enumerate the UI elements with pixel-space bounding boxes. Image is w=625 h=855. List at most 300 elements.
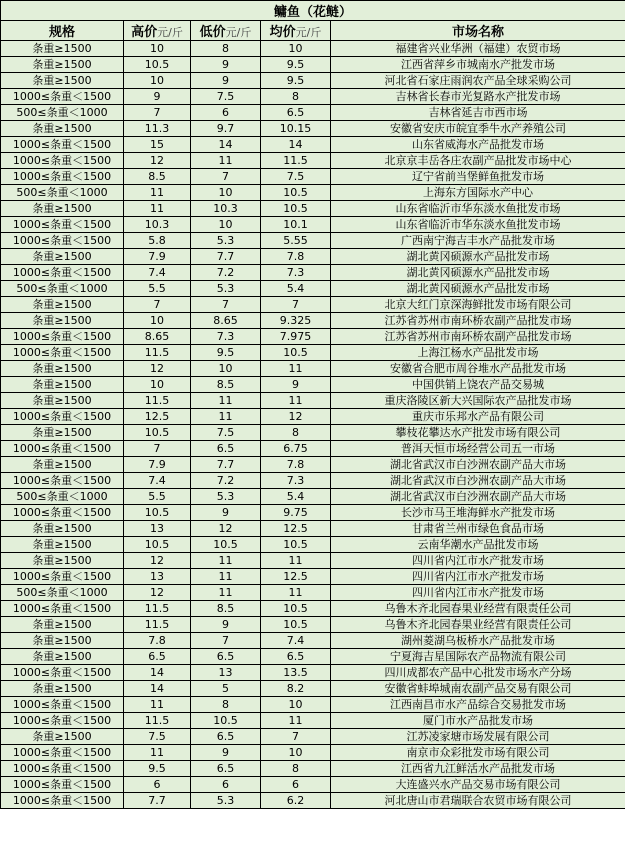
cell-spec: 500≤条重＜1000 (1, 585, 124, 601)
cell-high: 13 (124, 569, 191, 585)
cell-high: 11 (124, 697, 191, 713)
cell-avg: 10.5 (261, 537, 331, 553)
cell-avg: 11 (261, 393, 331, 409)
table-row (1, 457, 625, 473)
cell-low: 12 (191, 521, 261, 537)
cell-high: 10 (124, 313, 191, 329)
cell-avg: 6.75 (261, 441, 331, 457)
header-high (124, 21, 191, 41)
cell-low: 7.5 (191, 89, 261, 105)
cell-avg: 7.8 (261, 457, 331, 473)
table-row (1, 505, 625, 521)
cell-market: 湖北省武汉市白沙洲农副产品大市场 (331, 473, 625, 489)
cell-market: 山东省临沂市华东淡水鱼批发市场 (331, 201, 625, 217)
cell-spec: 条重≥1500 (1, 633, 124, 649)
cell-spec: 1000≤条重＜1500 (1, 153, 124, 169)
cell-low: 5 (191, 681, 261, 697)
cell-avg: 9 (261, 377, 331, 393)
cell-high: 8.5 (124, 169, 191, 185)
table-row (1, 185, 625, 201)
cell-market: 江苏省苏州市南环桥农副产品批发市场 (331, 329, 625, 345)
cell-low: 7.7 (191, 249, 261, 265)
cell-spec: 1000≤条重＜1500 (1, 409, 124, 425)
header-low (191, 21, 261, 41)
cell-market: 吉林省长春市光复路水产批发市场 (331, 89, 625, 105)
cell-low: 6.5 (191, 649, 261, 665)
cell-spec: 条重≥1500 (1, 201, 124, 217)
cell-spec: 条重≥1500 (1, 681, 124, 697)
cell-low: 7.3 (191, 329, 261, 345)
cell-low: 9 (191, 73, 261, 89)
cell-market: 四川成都农产品中心批发市场水产分场 (331, 665, 625, 681)
table-row (1, 713, 625, 729)
cell-spec: 条重≥1500 (1, 361, 124, 377)
cell-avg: 11 (261, 713, 331, 729)
cell-low: 5.3 (191, 489, 261, 505)
cell-market: 河北唐山市君瑞联合农贸市场有限公司 (331, 793, 625, 809)
cell-low: 8.5 (191, 377, 261, 393)
cell-market: 上海江杨水产品批发市场 (331, 345, 625, 361)
table-row (1, 201, 625, 217)
table-row (1, 121, 625, 137)
title-row (1, 1, 625, 21)
table-row (1, 409, 625, 425)
cell-market: 河北省石家庄雨润农产品全球采购公司 (331, 73, 625, 89)
header-market (331, 21, 625, 41)
table-row (1, 569, 625, 585)
table-row (1, 489, 625, 505)
cell-high: 14 (124, 681, 191, 697)
cell-market: 大连盛兴水产品交易市场有限公司 (331, 777, 625, 793)
cell-high: 12.5 (124, 409, 191, 425)
cell-spec: 条重≥1500 (1, 377, 124, 393)
cell-spec: 1000≤条重＜1500 (1, 745, 124, 761)
cell-avg: 6.5 (261, 105, 331, 121)
cell-market: 江西省萍乡市城南水产批发市场 (331, 57, 625, 73)
table-row (1, 345, 625, 361)
cell-avg: 7.975 (261, 329, 331, 345)
cell-market: 重庆市乐邦水产品有限公司 (331, 409, 625, 425)
cell-spec: 500≤条重＜1000 (1, 281, 124, 297)
cell-avg: 14 (261, 137, 331, 153)
cell-high: 9.5 (124, 761, 191, 777)
cell-high: 11.5 (124, 393, 191, 409)
cell-high: 7 (124, 105, 191, 121)
cell-spec: 条重≥1500 (1, 121, 124, 137)
cell-market: 广西南宁海吉丰水产品批发市场 (331, 233, 625, 249)
cell-market: 乌鲁木齐北园春果业经营有限责任公司 (331, 601, 625, 617)
cell-market: 北京京丰岳各庄农副产品批发市场中心 (331, 153, 625, 169)
cell-high: 11.5 (124, 601, 191, 617)
cell-spec: 1000≤条重＜1500 (1, 89, 124, 105)
table-row (1, 41, 625, 57)
cell-high: 5.8 (124, 233, 191, 249)
cell-high: 6.5 (124, 649, 191, 665)
cell-market: 长沙市马王堆海鲜水产批发市场 (331, 505, 625, 521)
table-row (1, 361, 625, 377)
cell-avg: 10.15 (261, 121, 331, 137)
cell-avg: 6.2 (261, 793, 331, 809)
cell-high: 10.3 (124, 217, 191, 233)
cell-market: 湖北黄冈硕源水产品批发市场 (331, 281, 625, 297)
cell-market: 中国供销上饶农产品交易城 (331, 377, 625, 393)
table-row (1, 73, 625, 89)
cell-avg: 9.5 (261, 57, 331, 73)
cell-market: 福建省兴业华洲（福建）农贸市场 (331, 41, 625, 57)
cell-high: 8.65 (124, 329, 191, 345)
table-row (1, 617, 625, 633)
cell-spec: 条重≥1500 (1, 537, 124, 553)
cell-spec: 1000≤条重＜1500 (1, 697, 124, 713)
cell-spec: 1000≤条重＜1500 (1, 233, 124, 249)
cell-spec: 1000≤条重＜1500 (1, 665, 124, 681)
table-row (1, 169, 625, 185)
cell-low: 10.5 (191, 713, 261, 729)
cell-low: 10 (191, 361, 261, 377)
table-row (1, 393, 625, 409)
header-low-unit: 元/斤 (225, 26, 252, 39)
cell-avg: 10 (261, 745, 331, 761)
cell-market: 重庆洛陵区新大兴国际农产品批发市场 (331, 393, 625, 409)
cell-low: 9 (191, 745, 261, 761)
table-row (1, 265, 625, 281)
cell-avg: 5.4 (261, 281, 331, 297)
cell-market: 四川省内江市水产批发市场 (331, 569, 625, 585)
cell-spec: 条重≥1500 (1, 425, 124, 441)
cell-low: 7.5 (191, 425, 261, 441)
table-row (1, 57, 625, 73)
table-row (1, 473, 625, 489)
cell-avg: 10.1 (261, 217, 331, 233)
cell-market: 江苏省苏州市南环桥农副产品批发市场 (331, 313, 625, 329)
cell-avg: 11.5 (261, 153, 331, 169)
cell-spec: 500≤条重＜1000 (1, 489, 124, 505)
cell-low: 6 (191, 777, 261, 793)
cell-spec: 500≤条重＜1000 (1, 185, 124, 201)
cell-market: 乌鲁木齐北园春果业经营有限责任公司 (331, 617, 625, 633)
cell-high: 5.5 (124, 489, 191, 505)
table-row (1, 521, 625, 537)
cell-avg: 11 (261, 553, 331, 569)
cell-high: 11.5 (124, 345, 191, 361)
table-row (1, 601, 625, 617)
cell-market: 山东省临沂市华东淡水鱼批发市场 (331, 217, 625, 233)
cell-high: 10 (124, 377, 191, 393)
cell-spec: 1000≤条重＜1500 (1, 329, 124, 345)
cell-market: 江西南昌市水产品综合交易批发市场 (331, 697, 625, 713)
cell-low: 11 (191, 569, 261, 585)
cell-high: 12 (124, 153, 191, 169)
cell-avg: 12.5 (261, 569, 331, 585)
cell-market: 北京大红门京深海鲜批发市场有限公司 (331, 297, 625, 313)
cell-low: 10 (191, 185, 261, 201)
cell-low: 5.3 (191, 281, 261, 297)
cell-low: 9 (191, 505, 261, 521)
cell-high: 14 (124, 665, 191, 681)
cell-high: 15 (124, 137, 191, 153)
cell-low: 8.65 (191, 313, 261, 329)
table-body (1, 41, 625, 809)
cell-avg: 10.5 (261, 617, 331, 633)
cell-high: 7.9 (124, 457, 191, 473)
cell-high: 12 (124, 585, 191, 601)
header-avg-unit: 元/斤 (295, 26, 322, 39)
cell-market: 宁夏海吉星国际农产品物流有限公司 (331, 649, 625, 665)
cell-spec: 1000≤条重＜1500 (1, 761, 124, 777)
table-row (1, 441, 625, 457)
table-row (1, 777, 625, 793)
cell-high: 10.5 (124, 425, 191, 441)
cell-high: 11 (124, 201, 191, 217)
table-row (1, 665, 625, 681)
table-row (1, 233, 625, 249)
table-row (1, 249, 625, 265)
cell-spec: 条重≥1500 (1, 249, 124, 265)
cell-market: 安徽省合肥市周谷堆水产品批发市场 (331, 361, 625, 377)
cell-spec: 1000≤条重＜1500 (1, 265, 124, 281)
cell-avg: 10 (261, 697, 331, 713)
cell-avg: 12 (261, 409, 331, 425)
cell-low: 10.3 (191, 201, 261, 217)
table-row (1, 649, 625, 665)
cell-market: 湖北省武汉市白沙洲农副产品大市场 (331, 457, 625, 473)
cell-spec: 条重≥1500 (1, 313, 124, 329)
cell-high: 7.7 (124, 793, 191, 809)
table-row (1, 313, 625, 329)
cell-market: 江苏凌家塘市场发展有限公司 (331, 729, 625, 745)
cell-high: 12 (124, 361, 191, 377)
cell-market: 南京市众彩批发市场有限公司 (331, 745, 625, 761)
cell-high: 11 (124, 745, 191, 761)
cell-low: 6.5 (191, 441, 261, 457)
cell-spec: 1000≤条重＜1500 (1, 601, 124, 617)
header-row (1, 21, 625, 41)
cell-spec: 条重≥1500 (1, 57, 124, 73)
cell-avg: 7.5 (261, 169, 331, 185)
cell-high: 10.5 (124, 57, 191, 73)
cell-spec: 1000≤条重＜1500 (1, 137, 124, 153)
cell-low: 9.5 (191, 345, 261, 361)
header-spec (1, 21, 124, 41)
table-row (1, 217, 625, 233)
cell-avg: 7.3 (261, 265, 331, 281)
table-row (1, 553, 625, 569)
cell-market: 湖州菱湖乌板桥水产品批发市场 (331, 633, 625, 649)
cell-market: 辽宁省前当堡鲜鱼批发市场 (331, 169, 625, 185)
cell-avg: 11 (261, 585, 331, 601)
cell-high: 10 (124, 73, 191, 89)
cell-market: 江西省九江鲜活水产品批发市场 (331, 761, 625, 777)
cell-low: 11 (191, 393, 261, 409)
cell-market: 安徽省安庆市皖宜季牛水产养殖公司 (331, 121, 625, 137)
cell-market: 四川省内江市水产批发市场 (331, 553, 625, 569)
cell-market: 普洱天恒市场经营公司五一市场 (331, 441, 625, 457)
cell-low: 11 (191, 153, 261, 169)
header-avg-label: 均价 (269, 25, 296, 40)
header-market-label: 市场名称 (452, 25, 505, 40)
cell-avg: 13.5 (261, 665, 331, 681)
table-row (1, 297, 625, 313)
table-row (1, 537, 625, 553)
cell-market: 云南华潮水产品批发市场 (331, 537, 625, 553)
header-high-label: 高价 (131, 25, 158, 40)
cell-low: 11 (191, 409, 261, 425)
cell-low: 6.5 (191, 761, 261, 777)
cell-high: 10.5 (124, 505, 191, 521)
cell-avg: 6.5 (261, 649, 331, 665)
table-row (1, 761, 625, 777)
cell-market: 厦门市水产品批发市场 (331, 713, 625, 729)
cell-low: 11 (191, 585, 261, 601)
cell-low: 7 (191, 297, 261, 313)
cell-low: 10.5 (191, 537, 261, 553)
cell-low: 10 (191, 217, 261, 233)
table-row (1, 137, 625, 153)
cell-spec: 条重≥1500 (1, 41, 124, 57)
cell-high: 11 (124, 185, 191, 201)
cell-high: 12 (124, 553, 191, 569)
header-low-label: 低价 (199, 25, 226, 40)
table-row (1, 729, 625, 745)
cell-low: 11 (191, 553, 261, 569)
cell-avg: 12.5 (261, 521, 331, 537)
cell-avg: 5.55 (261, 233, 331, 249)
cell-market: 湖北黄冈硕源水产品批发市场 (331, 265, 625, 281)
cell-avg: 8 (261, 89, 331, 105)
cell-spec: 1000≤条重＜1500 (1, 713, 124, 729)
cell-avg: 7 (261, 297, 331, 313)
cell-low: 9 (191, 57, 261, 73)
cell-spec: 1000≤条重＜1500 (1, 169, 124, 185)
cell-low: 5.3 (191, 233, 261, 249)
header-high-unit: 元/斤 (157, 26, 183, 39)
cell-avg: 6 (261, 777, 331, 793)
cell-low: 6 (191, 105, 261, 121)
cell-low: 7 (191, 633, 261, 649)
table-row (1, 633, 625, 649)
cell-spec: 条重≥1500 (1, 393, 124, 409)
cell-spec: 1000≤条重＜1500 (1, 345, 124, 361)
cell-spec: 1000≤条重＜1500 (1, 217, 124, 233)
cell-low: 7 (191, 169, 261, 185)
cell-avg: 9.325 (261, 313, 331, 329)
table-row (1, 377, 625, 393)
cell-market: 山东省威海水产品批发市场 (331, 137, 625, 153)
cell-high: 7.4 (124, 473, 191, 489)
cell-avg: 9.5 (261, 73, 331, 89)
cell-high: 7.9 (124, 249, 191, 265)
cell-high: 9 (124, 89, 191, 105)
table-row (1, 105, 625, 121)
cell-high: 7.5 (124, 729, 191, 745)
cell-high: 11.5 (124, 713, 191, 729)
cell-spec: 条重≥1500 (1, 73, 124, 89)
cell-avg: 10.5 (261, 185, 331, 201)
cell-avg: 8 (261, 761, 331, 777)
cell-market: 上海东方国际水产中心 (331, 185, 625, 201)
cell-spec: 1000≤条重＜1500 (1, 569, 124, 585)
cell-low: 5.3 (191, 793, 261, 809)
cell-low: 9.7 (191, 121, 261, 137)
cell-avg: 10.5 (261, 601, 331, 617)
table-row (1, 89, 625, 105)
table-row (1, 425, 625, 441)
cell-spec: 1000≤条重＜1500 (1, 793, 124, 809)
cell-avg: 7.8 (261, 249, 331, 265)
table-row (1, 153, 625, 169)
cell-market: 湖北黄冈硕源水产品批发市场 (331, 249, 625, 265)
cell-market: 甘肃省兰州市绿色食品市场 (331, 521, 625, 537)
cell-high: 11.3 (124, 121, 191, 137)
cell-avg: 9.75 (261, 505, 331, 521)
table-row (1, 681, 625, 697)
header-avg (261, 21, 331, 41)
cell-avg: 7 (261, 729, 331, 745)
cell-high: 10.5 (124, 537, 191, 553)
cell-high: 6 (124, 777, 191, 793)
cell-high: 7.8 (124, 633, 191, 649)
cell-low: 8.5 (191, 601, 261, 617)
cell-avg: 10.5 (261, 345, 331, 361)
cell-avg: 8.2 (261, 681, 331, 697)
cell-high: 5.5 (124, 281, 191, 297)
cell-avg: 10.5 (261, 201, 331, 217)
cell-spec: 条重≥1500 (1, 457, 124, 473)
table-row (1, 793, 625, 809)
cell-low: 7.2 (191, 473, 261, 489)
cell-avg: 8 (261, 425, 331, 441)
sheet-title: 鳙鱼（花鲢） (1, 1, 625, 21)
cell-low: 7.7 (191, 457, 261, 473)
cell-high: 10 (124, 41, 191, 57)
table-row (1, 281, 625, 297)
cell-avg: 7.3 (261, 473, 331, 489)
cell-market: 湖北省武汉市白沙洲农副产品大市场 (331, 489, 625, 505)
table-row (1, 585, 625, 601)
table-row (1, 329, 625, 345)
cell-avg: 5.4 (261, 489, 331, 505)
cell-high: 13 (124, 521, 191, 537)
cell-low: 9 (191, 617, 261, 633)
cell-low: 8 (191, 41, 261, 57)
cell-high: 11.5 (124, 617, 191, 633)
cell-market: 四川省内江市水产批发市场 (331, 585, 625, 601)
cell-spec: 1000≤条重＜1500 (1, 473, 124, 489)
cell-low: 7.2 (191, 265, 261, 281)
cell-spec: 1000≤条重＜1500 (1, 505, 124, 521)
cell-low: 8 (191, 697, 261, 713)
cell-high: 7 (124, 297, 191, 313)
cell-spec: 条重≥1500 (1, 649, 124, 665)
cell-low: 14 (191, 137, 261, 153)
header-spec-label: 规格 (48, 25, 75, 40)
cell-spec: 条重≥1500 (1, 729, 124, 745)
cell-spec: 500≤条重＜1000 (1, 105, 124, 121)
cell-spec: 1000≤条重＜1500 (1, 777, 124, 793)
cell-high: 7 (124, 441, 191, 457)
cell-avg: 11 (261, 361, 331, 377)
cell-spec: 条重≥1500 (1, 617, 124, 633)
cell-market: 安徽省蚌埠城南农副产品交易有限公司 (331, 681, 625, 697)
cell-spec: 1000≤条重＜1500 (1, 441, 124, 457)
cell-avg: 7.4 (261, 633, 331, 649)
cell-low: 6.5 (191, 729, 261, 745)
table-row (1, 697, 625, 713)
cell-spec: 条重≥1500 (1, 297, 124, 313)
cell-avg: 10 (261, 41, 331, 57)
table-row (1, 745, 625, 761)
cell-spec: 条重≥1500 (1, 521, 124, 537)
